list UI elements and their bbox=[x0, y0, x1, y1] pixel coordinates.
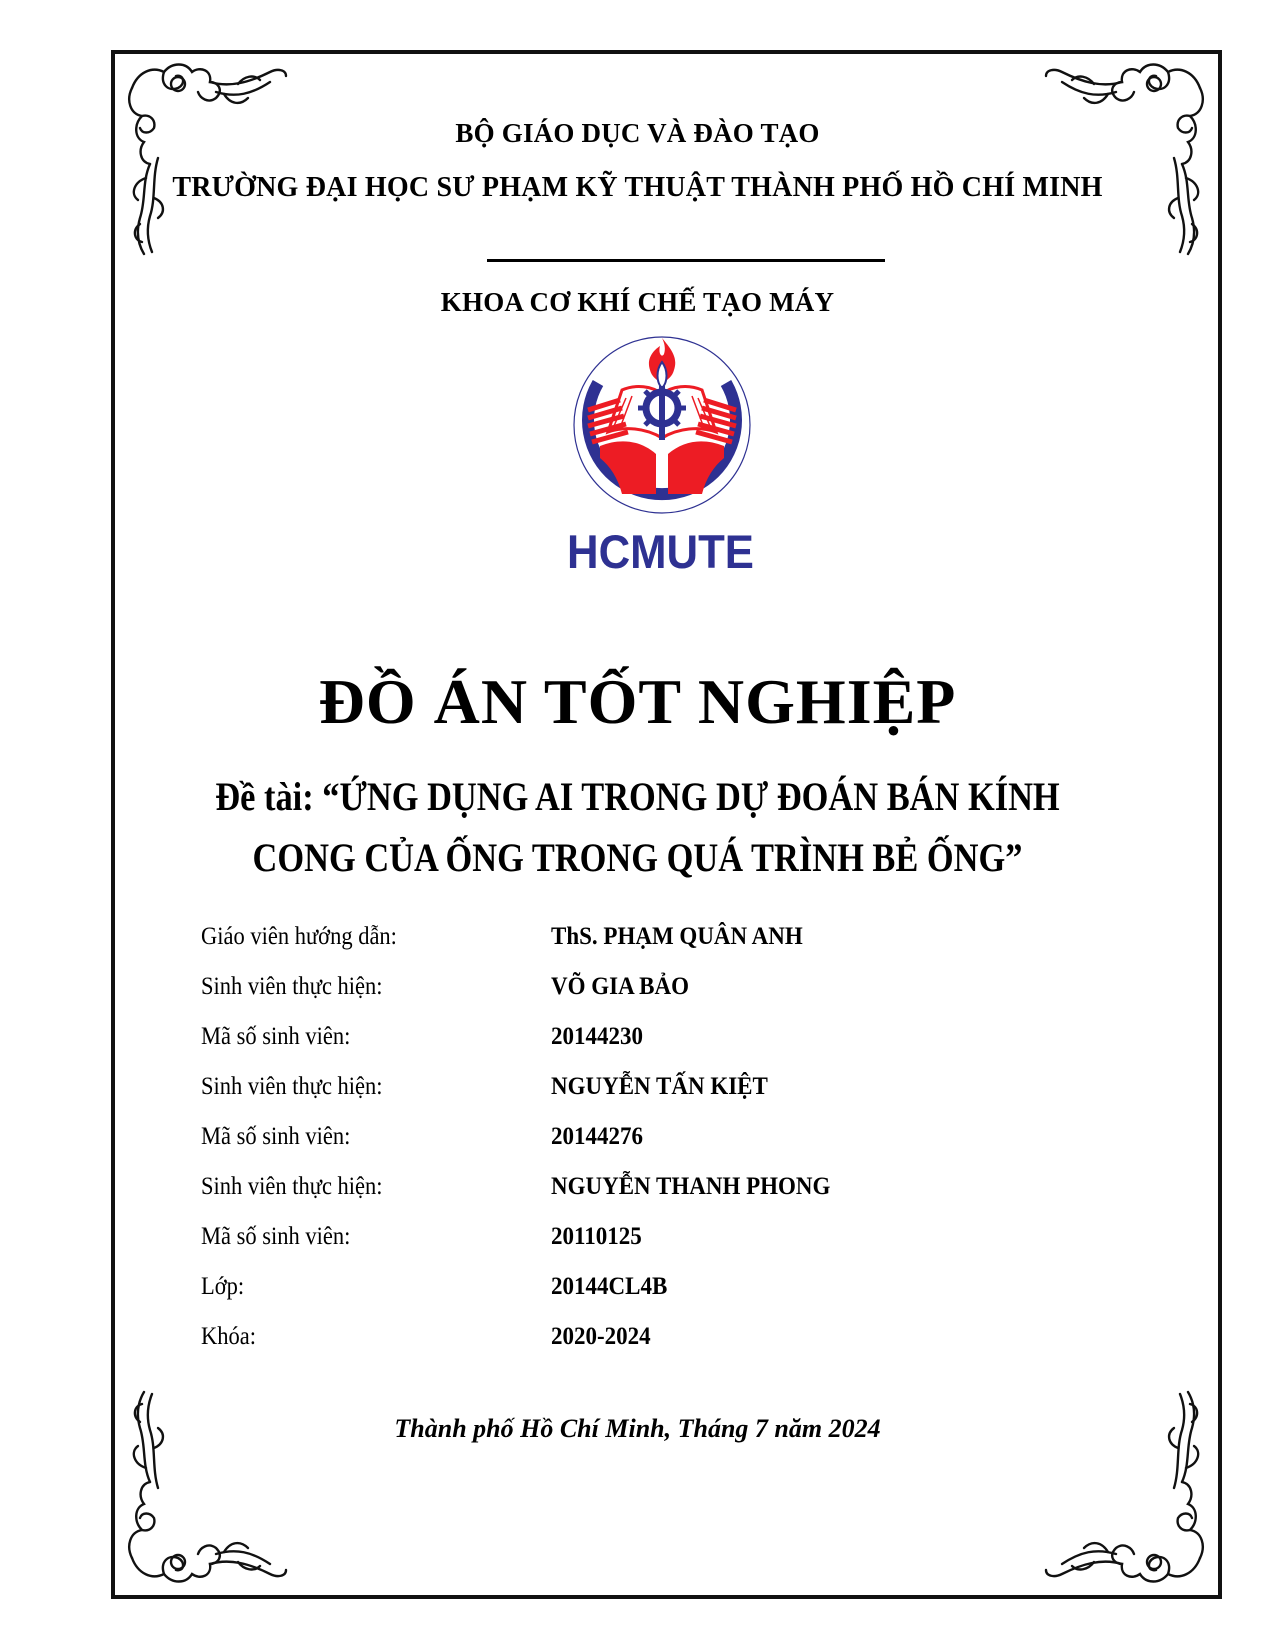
info-label: Sinh viên thực hiện: bbox=[201, 973, 383, 1000]
info-table bbox=[201, 912, 1001, 1362]
info-row-student-id-1 bbox=[201, 1012, 1001, 1062]
info-value: NGUYỄN THANH PHONG bbox=[551, 1173, 831, 1200]
info-row-student-2 bbox=[201, 1062, 1001, 1112]
logo-wordmark: HCMUTE bbox=[567, 525, 754, 578]
info-label: Khóa: bbox=[201, 1323, 256, 1350]
header-divider bbox=[487, 259, 885, 262]
info-row-advisor bbox=[201, 912, 1001, 962]
info-row-student-id-2 bbox=[201, 1112, 1001, 1162]
subject-line-2: CONG CỦA ỐNG TRONG QUÁ TRÌNH BẺ ỐNG” bbox=[252, 835, 1023, 880]
corner-ornament-top-right-icon bbox=[1042, 58, 1212, 258]
info-value: VÕ GIA BẢO bbox=[551, 973, 690, 1000]
document-title: ĐỒ ÁN TỐT NGHIỆP bbox=[318, 666, 957, 737]
page-border-frame bbox=[111, 50, 1222, 1599]
info-label: Lớp: bbox=[201, 1273, 245, 1300]
info-row-class bbox=[201, 1262, 1001, 1312]
info-value: 20110125 bbox=[551, 1223, 642, 1250]
info-value: ThS. PHẠM QUÂN ANH bbox=[551, 923, 803, 950]
info-label: Sinh viên thực hiện: bbox=[201, 1173, 383, 1200]
info-row-student-1 bbox=[201, 962, 1001, 1012]
info-label: Sinh viên thực hiện: bbox=[201, 1073, 383, 1100]
info-label: Mã số sinh viên: bbox=[201, 1123, 351, 1150]
corner-ornament-top-left-icon bbox=[120, 58, 290, 258]
info-label: Mã số sinh viên: bbox=[201, 1223, 351, 1250]
info-value: 2020-2024 bbox=[551, 1323, 651, 1350]
info-value: 20144CL4B bbox=[551, 1273, 668, 1300]
info-value: NGUYỄN TẤN KIỆT bbox=[551, 1073, 768, 1100]
university-logo bbox=[560, 328, 760, 578]
university-heading: TRƯỜNG ĐẠI HỌC SƯ PHẠM KỸ THUẬT THÀNH PHỐ HỒ CHÍ MINH bbox=[172, 172, 1103, 203]
info-value: 20144276 bbox=[551, 1123, 643, 1150]
info-row-cohort bbox=[201, 1312, 1001, 1362]
ministry-heading: BỘ GIÁO DỤC VÀ ĐÀO TẠO bbox=[455, 118, 820, 148]
info-value: 20144230 bbox=[551, 1023, 643, 1050]
info-label: Giáo viên hướng dẫn: bbox=[201, 923, 397, 950]
subject-line-1: Đề tài: “ỨNG DỤNG AI TRONG DỰ ĐOÁN BÁN KÍNH bbox=[215, 774, 1060, 819]
info-row-student-3 bbox=[201, 1162, 1001, 1212]
place-and-date: Thành phố Hồ Chí Minh, Tháng 7 năm 2024 bbox=[394, 1414, 881, 1443]
info-row-student-id-3 bbox=[201, 1212, 1001, 1262]
info-label: Mã số sinh viên: bbox=[201, 1023, 351, 1050]
faculty-heading: KHOA CƠ KHÍ CHẾ TẠO MÁY bbox=[440, 287, 835, 317]
